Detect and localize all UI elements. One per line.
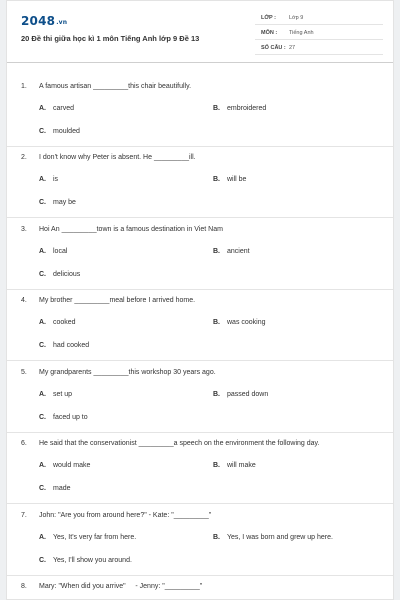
option-letter: C. xyxy=(39,342,46,349)
option-b[interactable] xyxy=(213,105,266,112)
option-letter: B. xyxy=(213,248,220,255)
option-letter: C. xyxy=(39,414,46,421)
question-number: 3. xyxy=(21,226,27,233)
option-letter: A. xyxy=(39,176,46,183)
option-a[interactable] xyxy=(39,534,136,541)
option-text: Yes, It's very far from here. xyxy=(53,534,137,541)
info-label: LỚP : xyxy=(261,15,276,21)
option-text: ancient xyxy=(227,248,250,255)
info-value: Tiếng Anh xyxy=(289,30,314,36)
question-divider xyxy=(7,146,394,147)
option-text: was cooking xyxy=(227,319,266,326)
option-text: made xyxy=(53,485,71,492)
question-divider xyxy=(7,360,394,361)
question-number: 2. xyxy=(21,154,27,161)
option-letter: C. xyxy=(39,271,46,278)
option-letter: A. xyxy=(39,105,46,112)
logo-suffix: .vn xyxy=(56,19,68,26)
option-letter: C. xyxy=(39,485,46,492)
option-text: had cooked xyxy=(53,342,90,349)
worksheet-page xyxy=(6,0,394,600)
question-number: 8. xyxy=(21,583,27,590)
option-text: would make xyxy=(53,462,91,469)
option-text: moulded xyxy=(53,128,80,135)
option-text: local xyxy=(53,248,68,255)
logo-text: 2048 xyxy=(21,14,56,28)
option-letter: A. xyxy=(39,391,46,398)
option-b[interactable] xyxy=(213,176,246,183)
option-b[interactable] xyxy=(213,248,250,255)
option-b[interactable] xyxy=(213,391,268,398)
option-c[interactable] xyxy=(39,342,89,349)
option-text: passed down xyxy=(227,391,269,398)
worksheet-title: 20 Đề thi giữa học kì 1 môn Tiếng Anh lớp 9 Đề 13 xyxy=(21,34,200,43)
question-divider xyxy=(7,575,394,576)
info-row-class xyxy=(255,15,383,25)
question-number: 6. xyxy=(21,440,27,447)
option-letter: B. xyxy=(213,105,220,112)
info-label: MÔN : xyxy=(261,30,278,36)
question-text: Mary: "When did you arrive" - Jenny: "_________" xyxy=(39,583,203,590)
question-text: I don't know why Peter is absent. He _________ill. xyxy=(39,154,196,161)
option-letter: C. xyxy=(39,128,46,135)
option-c[interactable] xyxy=(39,414,88,421)
option-c[interactable] xyxy=(39,128,80,135)
option-b[interactable] xyxy=(213,462,256,469)
option-a[interactable] xyxy=(39,176,58,183)
option-c[interactable] xyxy=(39,557,132,564)
info-label: SỐ CÂU : xyxy=(261,45,286,51)
option-letter: A. xyxy=(39,248,46,255)
option-text: may be xyxy=(53,199,76,206)
option-c[interactable] xyxy=(39,199,76,206)
option-letter: C. xyxy=(39,557,46,564)
option-a[interactable] xyxy=(39,105,74,112)
option-text: carved xyxy=(53,105,75,112)
option-b[interactable] xyxy=(213,319,266,326)
option-text: faced up to xyxy=(53,414,88,421)
option-text: will make xyxy=(227,462,256,469)
option-text: cooked xyxy=(53,319,76,326)
option-a[interactable] xyxy=(39,319,76,326)
info-row-subject xyxy=(255,30,383,40)
option-letter: C. xyxy=(39,199,46,206)
question-text: He said that the conservationist _________a speech on the environment the following day. xyxy=(39,440,320,447)
question-divider xyxy=(7,289,394,290)
option-text: Yes, I was born and grew up here. xyxy=(227,534,333,541)
question-text: Hoi An _________town is a famous destination in Viet Nam xyxy=(39,226,223,233)
option-text: delicious xyxy=(53,271,81,278)
question-text: John: "Are you from around here?" - Kate: "_________" xyxy=(39,512,212,519)
option-b[interactable] xyxy=(213,534,333,541)
question-number: 7. xyxy=(21,512,27,519)
option-letter: A. xyxy=(39,462,46,469)
question-divider xyxy=(7,217,394,218)
question-text: My grandparents _________this workshop 30 years ago. xyxy=(39,369,216,376)
info-value: Lớp 9 xyxy=(289,15,304,21)
option-a[interactable] xyxy=(39,248,67,255)
option-letter: B. xyxy=(213,391,220,398)
question-text: My brother _________meal before I arrived home. xyxy=(39,297,196,304)
question-number: 5. xyxy=(21,369,27,376)
question-text: A famous artisan _________this chair beautifully. xyxy=(39,83,192,90)
option-a[interactable] xyxy=(39,462,90,469)
option-a[interactable] xyxy=(39,391,72,398)
site-logo[interactable] xyxy=(21,14,67,28)
option-text: embroidered xyxy=(227,105,267,112)
worksheet-header xyxy=(7,1,393,63)
option-text: set up xyxy=(53,391,73,398)
option-c[interactable] xyxy=(39,485,71,492)
option-letter: B. xyxy=(213,319,220,326)
question-divider xyxy=(7,503,394,504)
option-text: will be xyxy=(227,176,247,183)
question-number: 1. xyxy=(21,83,27,90)
option-text: Yes, I'll show you around. xyxy=(53,557,132,564)
option-text: is xyxy=(53,176,59,183)
option-letter: B. xyxy=(213,462,220,469)
info-row-question-count xyxy=(255,45,383,55)
info-value: 27 xyxy=(289,45,296,51)
question-number: 4. xyxy=(21,297,27,304)
option-letter: B. xyxy=(213,534,220,541)
option-c[interactable] xyxy=(39,271,80,278)
option-letter: A. xyxy=(39,319,46,326)
option-letter: A. xyxy=(39,534,46,541)
question-divider xyxy=(7,432,394,433)
option-letter: B. xyxy=(213,176,220,183)
